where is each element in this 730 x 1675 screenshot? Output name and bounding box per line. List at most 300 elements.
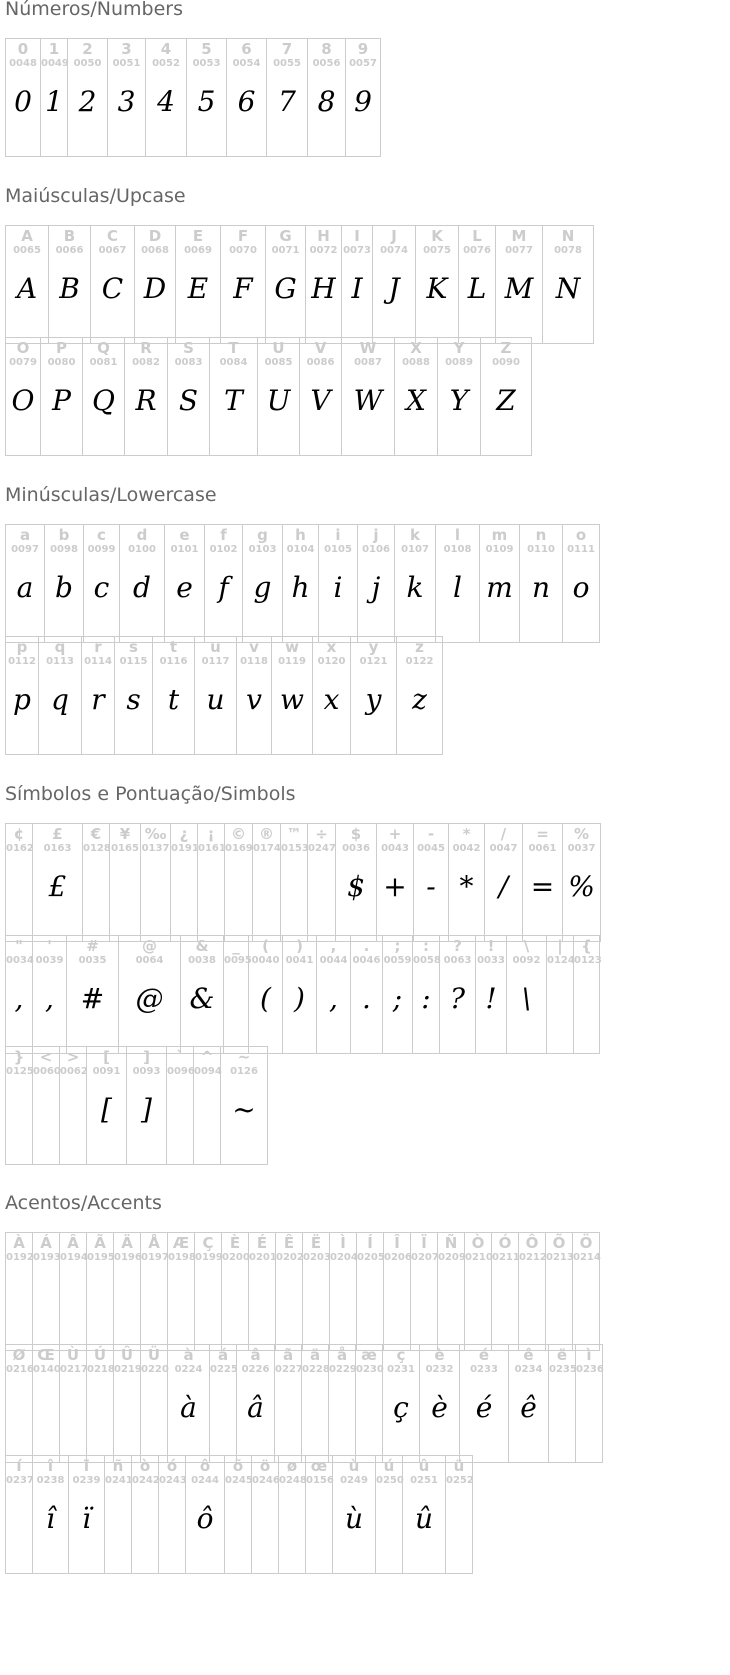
- glyph-cell: [60, 1233, 87, 1350]
- handwritten-glyph: s: [126, 683, 141, 716]
- handwritten-glyph: T: [224, 384, 243, 417]
- character-label: 3: [121, 40, 132, 58]
- glyph-cell: [60, 1047, 87, 1164]
- character-label: È: [229, 1234, 241, 1252]
- character-code: 0231: [387, 1364, 415, 1375]
- glyph-cell: [509, 1345, 549, 1462]
- glyph-cell: [227, 39, 267, 156]
- character-label: T: [228, 339, 239, 357]
- glyph-cell: [221, 226, 266, 343]
- character-label: À: [13, 1234, 25, 1252]
- handwritten-glyph: e: [176, 571, 193, 604]
- character-label: <: [39, 1048, 53, 1066]
- handwritten-glyph: ,: [14, 982, 24, 1015]
- character-label: v: [249, 638, 259, 656]
- character-label: ê: [523, 1346, 534, 1364]
- glyph-cell: [237, 637, 272, 754]
- character-label: }: [13, 1048, 25, 1066]
- glyph-cell: [249, 1233, 276, 1350]
- character-code: 0230: [356, 1364, 384, 1375]
- character-code: 0115: [119, 656, 148, 667]
- glyph-cell: [127, 1047, 167, 1164]
- glyph-cell: [168, 1233, 195, 1350]
- character-label: i: [335, 526, 341, 544]
- glyph-cell: [132, 1456, 159, 1573]
- glyph-row: [5, 1344, 603, 1463]
- handwritten-glyph: g: [253, 571, 272, 604]
- glyph-cell: [114, 1233, 141, 1350]
- glyph-cell: [574, 936, 600, 1053]
- character-label: Q: [97, 339, 110, 357]
- character-code: 0063: [443, 955, 472, 966]
- character-label: ": [15, 937, 23, 955]
- handwritten-glyph: é: [475, 1391, 493, 1424]
- glyph-cell: [33, 936, 67, 1053]
- character-code: 0069: [184, 245, 212, 256]
- handwritten-glyph: I: [351, 272, 363, 305]
- character-label: l: [454, 526, 461, 544]
- character-code: 0048: [9, 58, 37, 69]
- glyph-cell: [6, 936, 33, 1053]
- character-code: 0249: [340, 1475, 368, 1486]
- character-label: Á: [40, 1234, 52, 1252]
- character-code: 0102: [209, 544, 238, 555]
- glyph-cell: [225, 824, 253, 941]
- glyph-cell: [91, 226, 135, 343]
- handwritten-glyph: ?: [449, 982, 465, 1015]
- character-label: -: [427, 825, 435, 843]
- glyph-cell: [114, 1345, 141, 1462]
- section-title: Símbolos e Pontuação/Simbols: [5, 783, 296, 805]
- character-code: 0049: [41, 58, 69, 69]
- character-code: 0107: [401, 544, 429, 555]
- handwritten-glyph: q: [51, 683, 69, 716]
- character-code: 0241: [105, 1475, 133, 1486]
- handwritten-glyph: B: [59, 272, 80, 305]
- character-label: $: [350, 825, 362, 843]
- character-label: +: [388, 825, 402, 843]
- character-code: 0112: [8, 656, 36, 667]
- glyph-cell: [420, 1345, 460, 1462]
- character-label: ;: [394, 937, 401, 955]
- handwritten-glyph: +: [383, 870, 407, 903]
- character-code: 0092: [512, 955, 541, 966]
- character-code: 0246: [252, 1475, 280, 1486]
- character-label: á: [217, 1346, 229, 1364]
- glyph-cell: [416, 226, 459, 343]
- character-label: B: [63, 227, 76, 245]
- character-label: å: [336, 1346, 348, 1364]
- glyph-cell: [383, 936, 413, 1053]
- character-code: 0058: [413, 955, 441, 966]
- character-label: ü: [453, 1457, 465, 1475]
- character-label: ¥: [119, 825, 131, 843]
- character-code: 0053: [192, 58, 221, 69]
- handwritten-glyph: f: [218, 571, 229, 604]
- glyph-cell: [146, 39, 187, 156]
- character-label: w: [285, 638, 299, 656]
- character-label: a: [19, 526, 31, 544]
- character-code: 0121: [359, 656, 388, 667]
- glyph-row: [5, 1455, 473, 1574]
- character-code: 0199: [195, 1252, 223, 1263]
- character-label: ¢: [13, 825, 25, 843]
- handwritten-glyph: k: [406, 571, 424, 604]
- character-code: 0062: [60, 1066, 88, 1077]
- character-code: 0169: [225, 843, 253, 854]
- glyph-cell: [465, 1233, 492, 1350]
- character-code: 0165: [111, 843, 139, 854]
- glyph-cell: [549, 1345, 576, 1462]
- character-label: è: [434, 1346, 445, 1364]
- handwritten-glyph: x: [323, 683, 340, 716]
- character-label: à: [183, 1346, 194, 1364]
- character-label: œ: [310, 1457, 328, 1475]
- glyph-cell: [181, 936, 224, 1053]
- handwritten-glyph: d: [133, 571, 151, 604]
- glyph-cell: [346, 39, 381, 156]
- character-label: ë: [556, 1346, 568, 1364]
- glyph-cell: [547, 936, 574, 1053]
- glyph-cell: [33, 1456, 69, 1573]
- character-code: 0201: [249, 1252, 277, 1263]
- character-label: D: [148, 227, 162, 245]
- glyph-cell: [198, 824, 225, 941]
- handwritten-glyph: c: [93, 571, 110, 604]
- character-code: 0212: [519, 1252, 547, 1263]
- character-label: ‰: [144, 825, 167, 843]
- glyph-cell: [69, 1456, 105, 1573]
- glyph-cell: [440, 936, 476, 1053]
- character-code: 0105: [324, 544, 352, 555]
- character-code: 0225: [210, 1364, 238, 1375]
- character-code: 0045: [417, 843, 445, 854]
- character-label: É: [256, 1234, 268, 1252]
- handwritten-glyph: H: [311, 272, 336, 305]
- handwritten-glyph: V: [310, 384, 331, 417]
- section-title: Acentos/Accents: [5, 1192, 162, 1214]
- character-label: W: [359, 339, 377, 357]
- handwritten-glyph: j: [371, 571, 381, 604]
- character-code: 0070: [229, 245, 257, 256]
- character-code: 0202: [276, 1252, 304, 1263]
- character-label: F: [237, 227, 249, 245]
- character-code: 0055: [273, 58, 301, 69]
- glyph-cell: [520, 525, 563, 642]
- glyph-cell: [302, 1345, 329, 1462]
- character-label: G: [279, 227, 292, 245]
- glyph-cell: [49, 226, 91, 343]
- glyph-cell: [210, 338, 258, 455]
- handwritten-glyph: N: [555, 272, 581, 305]
- character-code: 0194: [60, 1252, 88, 1263]
- glyph-row: [5, 823, 601, 942]
- character-code: 0108: [443, 544, 472, 555]
- character-label: R: [140, 339, 152, 357]
- character-label: æ: [361, 1346, 377, 1364]
- glyph-cell: [153, 637, 195, 754]
- character-label: ì: [586, 1346, 592, 1364]
- character-label: €: [90, 825, 102, 843]
- glyph-cell: [403, 1456, 446, 1573]
- character-code: 0084: [219, 357, 248, 368]
- handwritten-glyph: l: [453, 571, 462, 604]
- glyph-cell: [358, 525, 395, 642]
- character-code: 0085: [264, 357, 293, 368]
- glyph-cell: [267, 39, 308, 156]
- character-label: ™: [286, 825, 302, 843]
- character-code: 0041: [285, 955, 314, 966]
- character-code: 0193: [33, 1252, 61, 1263]
- glyph-cell: [330, 1233, 357, 1350]
- glyph-cell: [141, 824, 171, 941]
- glyph-cell: [351, 637, 397, 754]
- character-code: 0117: [201, 656, 230, 667]
- character-label: Õ: [552, 1234, 566, 1252]
- character-code: 0235: [549, 1364, 577, 1375]
- character-label: q: [54, 638, 66, 656]
- glyph-cell: [6, 1047, 33, 1164]
- glyph-cell: [383, 1345, 420, 1462]
- glyph-cell: [384, 1233, 411, 1350]
- character-code: 0071: [271, 245, 300, 256]
- character-label: g: [257, 526, 268, 544]
- character-code: 0252: [446, 1475, 474, 1486]
- glyph-row: [5, 38, 381, 157]
- glyph-cell: [6, 525, 45, 642]
- handwritten-glyph: a: [16, 571, 34, 604]
- glyph-row: [5, 524, 600, 643]
- character-label: Ü: [147, 1346, 161, 1364]
- character-code: 0250: [376, 1475, 404, 1486]
- glyph-cell: [33, 824, 83, 941]
- character-code: 0238: [36, 1475, 65, 1486]
- character-code: 0035: [78, 955, 107, 966]
- handwritten-glyph: (: [260, 982, 271, 1015]
- glyph-cell: [519, 1233, 546, 1350]
- character-label: f: [220, 526, 227, 544]
- character-label: ä: [309, 1346, 321, 1364]
- character-label: ]: [143, 1048, 150, 1066]
- character-code: 0204: [330, 1252, 358, 1263]
- glyph-cell: [243, 525, 283, 642]
- character-code: 0228: [302, 1364, 330, 1375]
- section-title: Minúsculas/Lowercase: [5, 484, 217, 506]
- glyph-cell: [110, 824, 141, 941]
- glyph-cell: [279, 1456, 306, 1573]
- glyph-cell: [563, 525, 600, 642]
- handwritten-glyph: â: [247, 1391, 264, 1424]
- character-code: 0064: [135, 955, 164, 966]
- handwritten-glyph: m: [486, 571, 513, 604]
- glyph-row: [5, 1046, 268, 1165]
- handwritten-glyph: r: [91, 683, 105, 716]
- glyph-cell: [168, 1345, 210, 1462]
- character-code: 0037: [567, 843, 596, 854]
- glyph-cell: [308, 39, 346, 156]
- glyph-cell: [413, 936, 440, 1053]
- glyph-cell: [308, 824, 336, 941]
- character-label: E: [192, 227, 204, 245]
- handwritten-glyph: #: [80, 982, 105, 1015]
- glyph-cell: [82, 637, 115, 754]
- glyph-cell: [6, 338, 41, 455]
- handwritten-glyph: 8: [317, 85, 336, 118]
- glyph-cell: [6, 1345, 33, 1462]
- character-label: Y: [453, 339, 465, 357]
- character-label: >: [66, 1048, 80, 1066]
- character-code: 0162: [6, 843, 34, 854]
- character-label: Í: [367, 1234, 373, 1252]
- character-code: 0086: [306, 357, 335, 368]
- character-label: Ò: [471, 1234, 485, 1252]
- character-label: Û: [120, 1346, 134, 1364]
- handwritten-glyph: C: [101, 272, 124, 305]
- character-label: ó: [166, 1457, 178, 1475]
- handwritten-glyph: L: [467, 272, 487, 305]
- handwritten-glyph: @: [135, 982, 164, 1015]
- character-label: ?: [453, 937, 462, 955]
- glyph-cell: [357, 1233, 384, 1350]
- character-label: e: [179, 526, 190, 544]
- handwritten-glyph: X: [406, 384, 426, 417]
- glyph-cell: [460, 1345, 509, 1462]
- character-label: Ó: [498, 1234, 512, 1252]
- character-label: Œ: [37, 1346, 55, 1364]
- handwritten-glyph: Z: [496, 384, 516, 417]
- character-code: 0209: [438, 1252, 466, 1263]
- character-label: X: [410, 339, 422, 357]
- glyph-cell: [60, 1345, 87, 1462]
- character-code: 0206: [384, 1252, 412, 1263]
- character-code: 0224: [174, 1364, 203, 1375]
- character-code: 0244: [191, 1475, 219, 1486]
- character-code: 0242: [132, 1475, 160, 1486]
- character-code: 0216: [6, 1364, 34, 1375]
- handwritten-glyph: Q: [92, 384, 115, 417]
- character-code: 0103: [248, 544, 277, 555]
- character-code: 0099: [87, 544, 116, 555]
- character-code: 0234: [514, 1364, 543, 1375]
- character-code: 0243: [159, 1475, 187, 1486]
- character-label: â: [250, 1346, 261, 1364]
- character-code: 0091: [92, 1066, 121, 1077]
- character-code: 0052: [152, 58, 180, 69]
- character-label: [: [103, 1048, 110, 1066]
- character-label: Ë: [310, 1234, 322, 1252]
- glyph-cell: [438, 1233, 465, 1350]
- character-code: 0156: [306, 1475, 334, 1486]
- character-code: 0036: [342, 843, 370, 854]
- character-code: 0104: [286, 544, 315, 555]
- character-label: x: [326, 638, 337, 656]
- character-code: 0076: [463, 245, 491, 256]
- glyph-cell: [303, 1233, 330, 1350]
- character-label: P: [56, 339, 67, 357]
- glyph-cell: [476, 936, 507, 1053]
- character-label: ¿: [179, 825, 189, 843]
- section-title: Maiúsculas/Upcase: [5, 185, 186, 207]
- character-code: 0220: [141, 1364, 169, 1375]
- handwritten-glyph: û: [414, 1502, 434, 1535]
- character-code: 0248: [279, 1475, 307, 1486]
- glyph-cell: [125, 338, 168, 455]
- handwritten-glyph: y: [365, 683, 382, 716]
- handwritten-glyph: 7: [278, 85, 296, 118]
- handwritten-glyph: ,: [45, 982, 54, 1015]
- glyph-cell: [253, 824, 281, 941]
- glyph-cell: [523, 824, 563, 941]
- handwritten-glyph: U: [266, 384, 291, 417]
- character-label: 1: [48, 40, 60, 58]
- glyph-row: [5, 337, 532, 456]
- character-code: 0137: [141, 843, 170, 854]
- character-label: |: [557, 937, 563, 955]
- glyph-cell: [119, 936, 181, 1053]
- character-code: 0237: [6, 1475, 34, 1486]
- character-code: 0094: [194, 1066, 222, 1077]
- character-code: 0054: [232, 58, 261, 69]
- character-code: 0120: [317, 656, 346, 667]
- character-label: S: [183, 339, 194, 357]
- character-label: (: [262, 937, 269, 955]
- character-code: 0128: [83, 843, 111, 854]
- glyph-cell: [186, 1456, 225, 1573]
- character-label: Ö: [579, 1234, 593, 1252]
- character-label: î: [47, 1457, 54, 1475]
- character-label: L: [472, 227, 482, 245]
- handwritten-glyph: S: [178, 384, 199, 417]
- glyph-cell: [120, 525, 165, 642]
- character-code: 0119: [278, 656, 306, 667]
- character-label: Ê: [283, 1234, 295, 1252]
- character-label: p: [16, 638, 28, 656]
- character-code: 0227: [275, 1364, 303, 1375]
- character-label: H: [317, 227, 330, 245]
- character-label: õ: [232, 1457, 244, 1475]
- character-code: 0210: [465, 1252, 493, 1263]
- character-label: Ù: [66, 1346, 80, 1364]
- character-label: V: [314, 339, 327, 357]
- glyph-cell: [317, 936, 351, 1053]
- character-code: 0196: [114, 1252, 142, 1263]
- glyph-cell: [377, 824, 414, 941]
- character-label: 7: [281, 40, 293, 58]
- character-code: 0213: [546, 1252, 574, 1263]
- character-code: 0040: [251, 955, 280, 966]
- glyph-cell: [87, 1345, 114, 1462]
- character-code: 0211: [492, 1252, 520, 1263]
- glyph-cell: [333, 1456, 376, 1573]
- character-label: k: [410, 526, 420, 544]
- character-code: 0082: [132, 357, 160, 368]
- handwritten-glyph: F: [233, 272, 253, 305]
- character-label: Â: [67, 1234, 79, 1252]
- character-code: 0116: [159, 656, 188, 667]
- glyph-cell: [258, 338, 300, 455]
- handwritten-glyph: J: [388, 272, 400, 305]
- glyph-cell: [543, 226, 594, 343]
- handwritten-glyph: E: [187, 272, 209, 305]
- glyph-cell: [546, 1233, 573, 1350]
- glyph-cell: [41, 39, 68, 156]
- character-code: 0122: [405, 656, 434, 667]
- character-label: /: [500, 825, 507, 843]
- character-label: `: [176, 1048, 184, 1066]
- character-code: 0251: [410, 1475, 438, 1486]
- glyph-cell: [480, 525, 520, 642]
- character-label: y: [368, 638, 379, 656]
